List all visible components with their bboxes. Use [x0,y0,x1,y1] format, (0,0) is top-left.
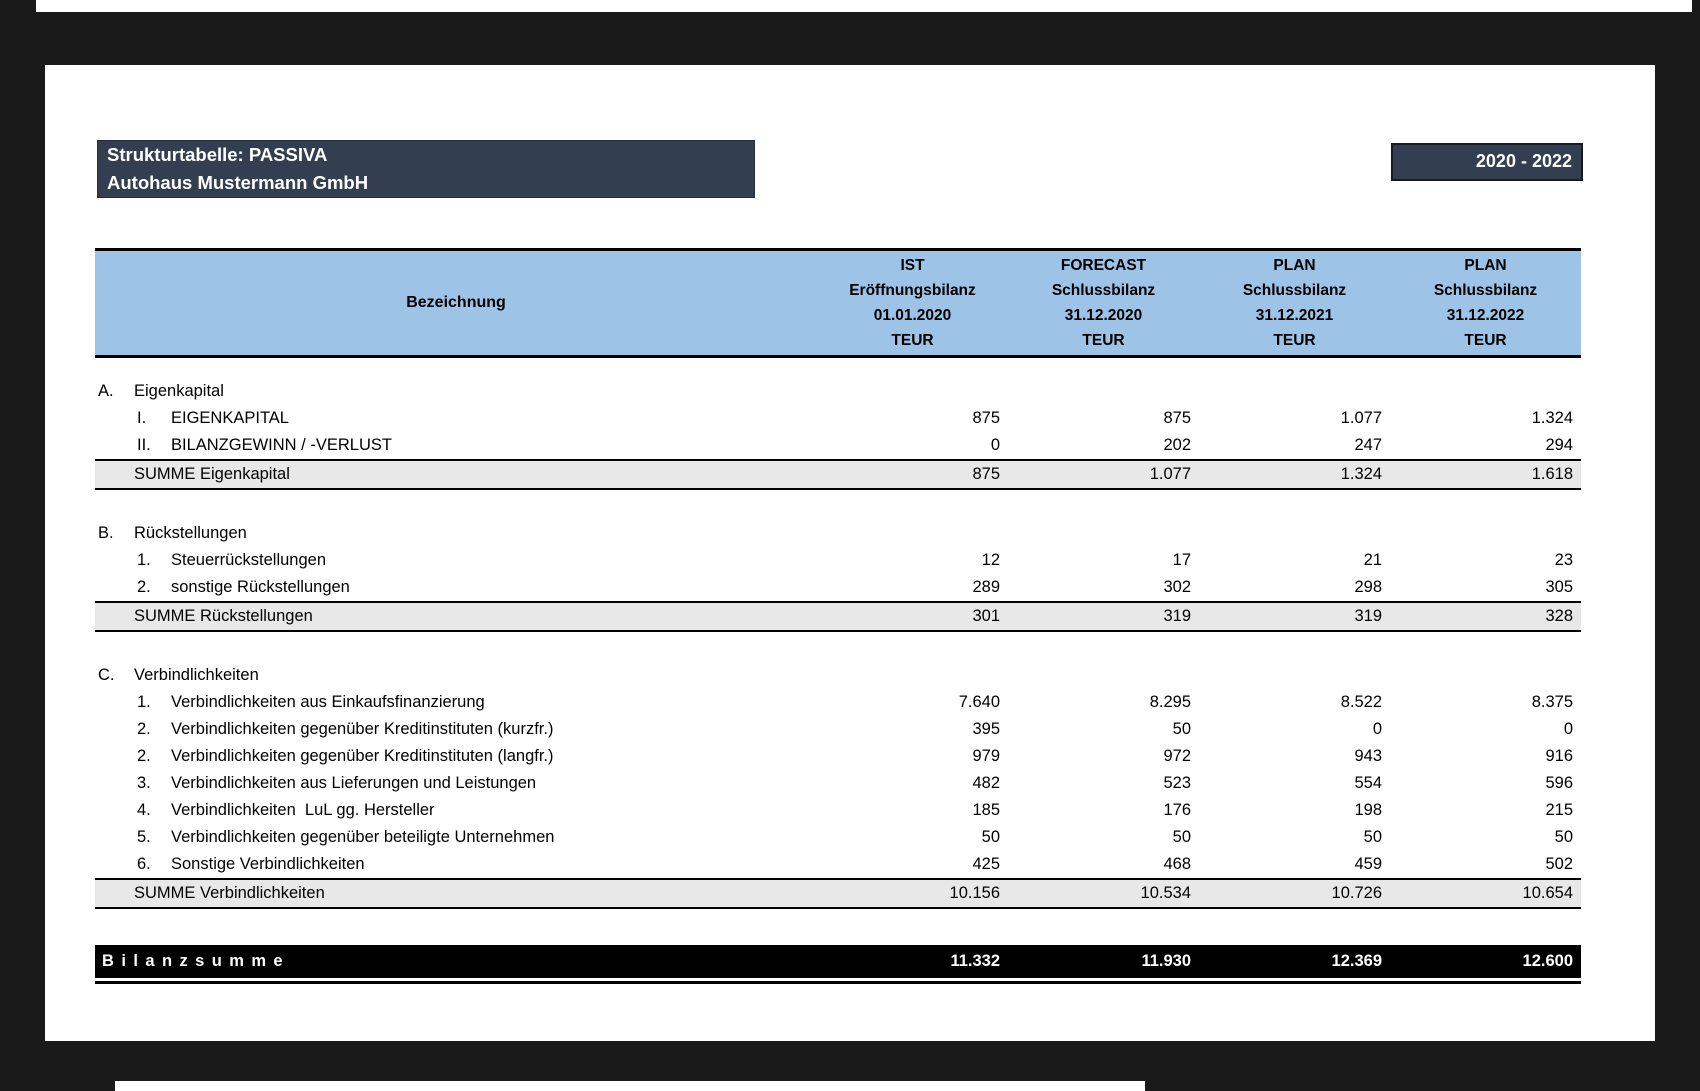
row-marker: 5. [137,828,151,846]
row-value: 8.522 [1340,693,1382,711]
summe-value: 10.534 [1140,884,1191,902]
table-row [95,770,1581,797]
report-title-box [97,140,755,198]
column-header-line: TEUR [1464,332,1507,349]
row-value: 215 [1545,801,1573,819]
row-label: Steuerrückstellungen [171,551,327,569]
row-marker: 2. [137,720,151,738]
row-value: 50 [1554,828,1573,846]
row-label: Verbindlichkeiten LuL gg. Hersteller [171,801,435,819]
column-header-plan-2021 [1199,253,1390,353]
column-header-line: 31.12.2021 [1255,307,1334,324]
table-row [95,405,1581,432]
row-value: 23 [1554,551,1573,569]
row-label: Verbindlichkeiten aus Lieferungen und Leistungen [171,774,537,792]
section-title-row [95,662,1581,689]
row-label: Verbindlichkeiten gegenüber beteiligte Unternehmen [171,828,555,846]
row-value: 468 [1163,855,1191,873]
row-value: 0 [1372,720,1382,738]
table-row [95,574,1581,603]
row-marker: I. [137,409,147,427]
row-value: 0 [1563,720,1573,738]
report-subtitle: Autohaus Mustermann GmbH [107,172,369,193]
row-value: 305 [1545,578,1573,596]
column-header-line: 31.12.2022 [1446,307,1525,324]
row-value: 289 [972,578,1000,596]
column-header-line: 31.12.2020 [1064,307,1143,324]
table-row [95,689,1581,716]
column-header-line: FORECAST [1060,257,1147,274]
total-row [95,945,1581,978]
row-value: 176 [1163,801,1191,819]
row-label: BILANZGEWINN / -VERLUST [171,436,392,454]
row-value: 202 [1163,436,1191,454]
summe-value: 328 [1545,607,1573,625]
row-value: 554 [1354,774,1382,792]
row-label: Verbindlichkeiten aus Einkaufsfinanzierung [171,693,485,711]
column-header-forecast [1008,253,1199,353]
row-value: 247 [1354,436,1382,454]
row-value: 916 [1545,747,1573,765]
window-edge-bottom [115,1081,1145,1091]
row-label: EIGENKAPITAL [171,409,289,427]
column-header-line: PLAN [1464,257,1507,274]
row-value: 1.324 [1531,409,1573,427]
section-rückstellungen [95,520,1581,632]
column-header-line: Schlussbilanz [1051,282,1156,299]
report-title: Strukturtabelle: PASSIVA [107,144,328,165]
column-header-ist [817,253,1008,353]
row-marker: 2. [137,578,151,596]
row-value: 294 [1545,436,1573,454]
section-marker: C. [98,666,115,684]
total-value: 12.600 [1522,952,1573,970]
section-marker: B. [98,524,114,542]
row-value: 875 [972,409,1000,427]
summe-value: 1.618 [1531,465,1573,483]
summe-value: 319 [1163,607,1191,625]
section-title: Verbindlichkeiten [134,666,259,684]
column-header-line: 01.01.2020 [873,307,952,324]
row-label: Verbindlichkeiten gegenüber Kreditinstituten (langfr.) [171,747,554,765]
summe-value: 1.324 [1340,465,1382,483]
row-value: 0 [990,436,1000,454]
section-eigenkapital [95,378,1581,490]
section-verbindlichkeiten [95,662,1581,909]
summe-value: 301 [972,607,1000,625]
table-body [95,378,1581,909]
column-header-line: TEUR [1082,332,1125,349]
row-value: 459 [1354,855,1382,873]
column-header-bezeichnung: Bezeichnung [406,294,506,311]
row-value: 979 [972,747,1000,765]
column-header-line: Schlussbilanz [1433,282,1538,299]
report-page [45,65,1655,1041]
column-header-line: TEUR [891,332,934,349]
section-marker: A. [98,382,114,400]
row-value: 482 [972,774,1000,792]
row-value: 7.640 [958,693,1000,711]
summe-value: 10.654 [1522,884,1573,902]
column-header-line: PLAN [1273,257,1316,274]
period-label: 2020 - 2022 [1475,151,1572,171]
row-value: 943 [1354,747,1382,765]
row-value: 50 [981,828,1000,846]
row-marker: 2. [137,747,151,765]
row-label: sonstige Rückstellungen [171,578,350,596]
row-value: 198 [1354,801,1382,819]
row-value: 21 [1363,551,1382,569]
period-box [1391,143,1583,181]
summe-value: 1.077 [1149,465,1191,483]
row-value: 395 [972,720,1000,738]
total-label: Bilanzsumme [102,952,291,970]
row-value: 17 [1172,551,1191,569]
table-header-row [95,248,1581,358]
row-marker: 6. [137,855,151,873]
section-title: Rückstellungen [134,524,247,542]
summe-value: 10.726 [1331,884,1382,902]
summe-value: 319 [1354,607,1382,625]
row-value: 1.077 [1340,409,1382,427]
row-label: Verbindlichkeiten gegenüber Kreditinstituten (kurzfr.) [171,720,554,738]
row-value: 875 [1163,409,1191,427]
row-value: 12 [981,551,1000,569]
table-row [95,824,1581,851]
summe-row [95,880,1581,909]
row-value: 425 [972,855,1000,873]
column-header-plan-2022 [1390,253,1581,353]
column-header-line: Schlussbilanz [1242,282,1347,299]
row-value: 50 [1172,720,1191,738]
row-marker: 3. [137,774,151,792]
balance-sheet-table [95,248,1581,984]
total-value: 11.332 [950,952,1000,970]
row-marker: 4. [137,801,151,819]
row-value: 502 [1545,855,1573,873]
table-row [95,851,1581,880]
summe-label: SUMME Verbindlichkeiten [134,884,325,902]
row-value: 972 [1163,747,1191,765]
table-row [95,743,1581,770]
total-value: 11.930 [1141,952,1191,970]
summe-row [95,461,1581,490]
window-edge-top [36,0,1692,12]
total-underline [95,981,1581,984]
row-value: 302 [1163,578,1191,596]
row-value: 523 [1163,774,1191,792]
row-value: 298 [1354,578,1382,596]
column-header-line: Eröffnungsbilanz [849,282,976,299]
row-label: Sonstige Verbindlichkeiten [171,855,365,873]
section-title: Eigenkapital [134,382,224,400]
summe-value: 875 [972,465,1000,483]
column-header-line: IST [900,257,925,274]
row-marker: II. [137,436,151,454]
summe-label: SUMME Rückstellungen [134,607,313,625]
section-title-row [95,378,1581,405]
table-row [95,547,1581,574]
section-title-row [95,520,1581,547]
row-value: 8.295 [1149,693,1191,711]
row-value: 185 [972,801,1000,819]
table-row [95,432,1581,461]
row-value: 596 [1545,774,1573,792]
summe-row [95,603,1581,632]
total-value: 12.369 [1331,952,1382,970]
summe-value: 10.156 [949,884,1000,902]
table-row [95,797,1581,824]
row-value: 8.375 [1531,693,1573,711]
column-header-line: TEUR [1273,332,1316,349]
row-value: 50 [1172,828,1191,846]
row-marker: 1. [137,551,151,569]
row-value: 50 [1363,828,1382,846]
summe-label: SUMME Eigenkapital [134,465,290,483]
table-row [95,716,1581,743]
row-marker: 1. [137,693,151,711]
